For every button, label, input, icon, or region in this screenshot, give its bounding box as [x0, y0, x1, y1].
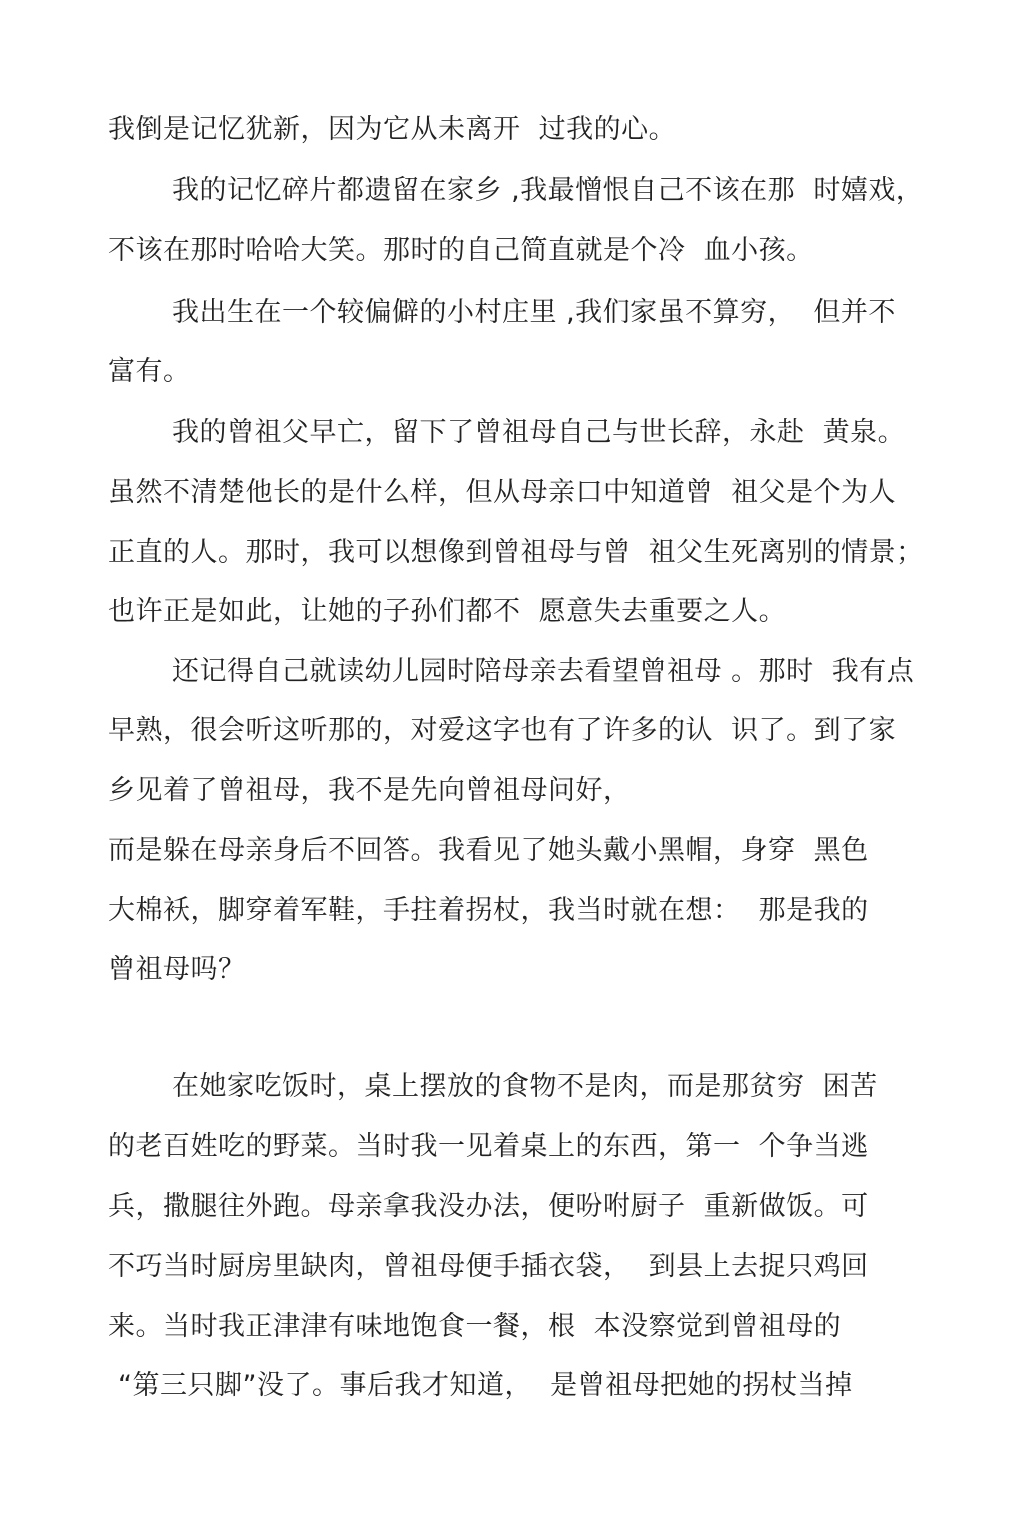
text-line: 乡见着了曾祖母，我不是先向曾祖母问好，	[108, 775, 631, 806]
text-line: 还记得自己就读幼儿园时陪母亲去看望曾祖母 。那时 我有点	[172, 656, 915, 687]
text-line: 兵，撒腿往外跑。母亲拿我没办法，便吩咐厨子 重新做饭。可	[108, 1191, 869, 1222]
text-line: 我的记忆碎片都遗留在家乡 ,我最憎恨自己不该在那 时嬉戏，	[172, 175, 924, 206]
text-line: 在她家吃饭时，桌上摆放的食物不是肉，而是那贫穷 困苦	[172, 1071, 878, 1102]
text-line: 来。当时我正津津有味地饱食一餐，根 本没察觉到曾祖母的	[108, 1311, 842, 1342]
text-line: 大棉袄，脚穿着军鞋，手拄着拐杖，我当时就在想： 那是我的	[108, 895, 869, 926]
text-line: 曾祖母吗？	[108, 954, 246, 985]
text-line: 我出生在一个较偏僻的小村庄里 ,我们家虽不算穷， 但并不	[172, 297, 896, 328]
text-line: 我的曾祖父早亡，留下了曾祖母自己与世长辞，永赴 黄泉。	[172, 417, 906, 448]
text-line: “第三只脚”没了。事后我才知道， 是曾祖母把她的拐杖当掉	[118, 1370, 853, 1401]
text-line: 的老百姓吃的野菜。当时我一见着桌上的东西，第一 个争当逃	[108, 1131, 869, 1162]
text-line: 正直的人。那时，我可以想像到曾祖母与曾 祖父生死离别的情景；	[108, 537, 924, 568]
text-line: 不巧当时厨房里缺肉，曾祖母便手插衣袋， 到县上去捉只鸡回	[108, 1251, 869, 1282]
text-line: 也许正是如此，让她的子孙们都不 愿意失去重要之人。	[108, 596, 787, 627]
text-line: 虽然不清楚他长的是什么样，但从母亲口中知道曾 祖父是个为人	[108, 477, 897, 508]
text-line: 不该在那时哈哈大笑。那时的自己简直就是个冷 血小孩。	[108, 235, 814, 266]
text-line: 富有。	[108, 356, 191, 387]
text-line: 我倒是记忆犹新，因为它从未离开 过我的心。	[108, 114, 677, 145]
text-line: 而是躲在母亲身后不回答。我看见了她头戴小黑帽，身穿 黑色	[108, 835, 869, 866]
text-line: 早熟，很会听这听那的，对爱这字也有了许多的认 识了。到了家	[108, 715, 897, 746]
